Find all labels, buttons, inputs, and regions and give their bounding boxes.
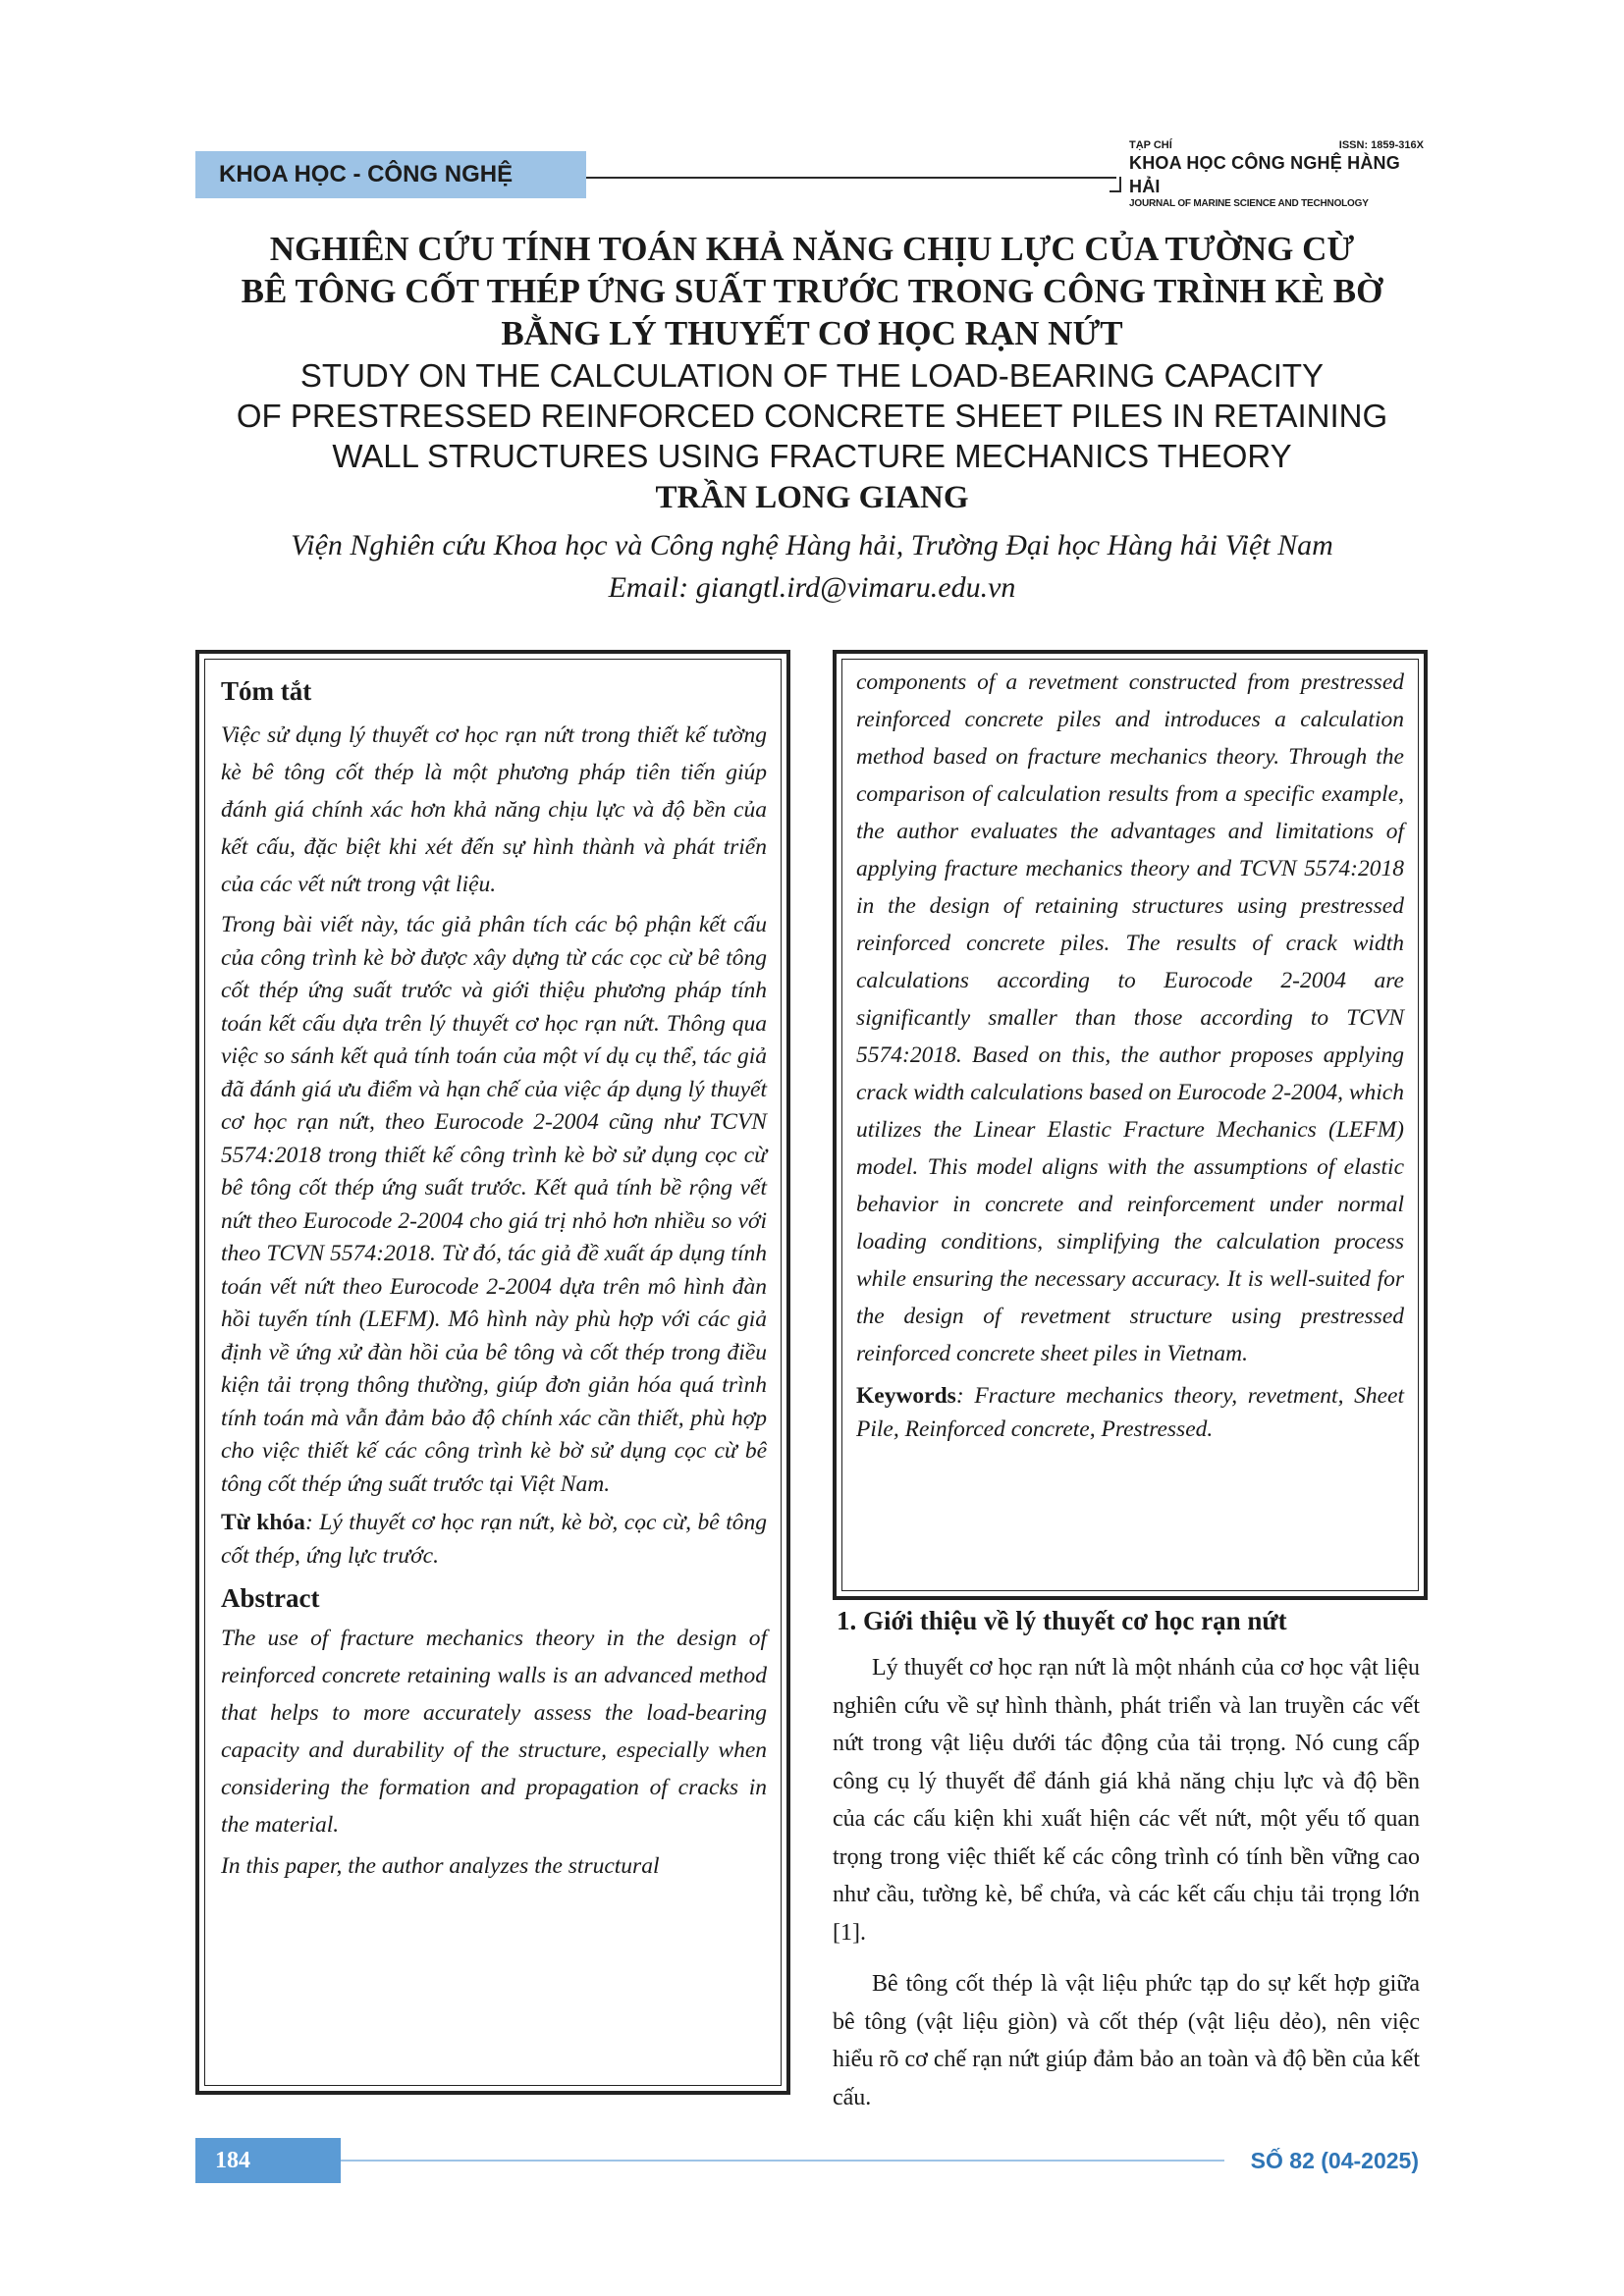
vn-title-line-2: BÊ TÔNG CỐT THÉP ỨNG SUẤT TRƯỚC TRONG CÔNG TRÌNH KÈ BỜ — [241, 272, 1383, 310]
journal-label: TẠP CHÍ — [1129, 139, 1172, 151]
abstract-vn-heading: Tóm tắt — [221, 676, 312, 706]
abstract-en-keywords — [856, 1380, 1404, 1446]
header-rule-hook — [1110, 177, 1121, 192]
header-rule — [586, 177, 1116, 179]
abstract-vn-para-2: Trong bài viết này, tác giả phân tích các bộ phận kết cấu của công trình kè bờ được xây dựng từ các cọc cừ bê tông cốt thép ứng suất trước và giới thiệu phương pháp tính toán kết cấu dựa trên lý thuyết cơ học rạn nứt. Thông qua việc so sánh kết quả tính toán của một ví dụ cụ thể, tác giả đã đánh giá ưu điểm và hạn chế của việc áp dụng lý thuyết cơ học rạn nứt, theo Eurocode 2-2004 cũng như TCVN 5574:2018 trong thiết kế công trình kè bờ sử dụng cọc cừ bê tông cốt thép ứng suất trước. Kết quả tính bề rộng vết nứt theo Eurocode 2-2004 cho giá trị nhỏ hơn nhiều so với theo TCVN 5574:2018. Từ đó, tác giả đề xuất áp dụng tính toán vết nứt theo Eurocode 2-2004 dựa trên mô hình đàn hồi tuyến tính (LEFM). Mô hình này phù hợp với các giả định về ứng xử đàn hồi của bê tông và cốt thép trong điều kiện tải trọng thông thường, giúp đơn giản hóa quá trình tính toán mà vẫn đảm bảo độ chính xác cần thiết, phù hợp cho việc thiết kế các công trình kè bờ sử dụng cọc cừ bê tông cốt thép ứng suất trước tại Việt Nam. — [221, 912, 767, 1497]
abstract-en-heading: Abstract — [221, 1583, 320, 1613]
author-name: TRẦN LONG GIANG — [655, 480, 969, 515]
abstract-en-para-2-cont: components of a revetment constructed from prestressed reinforced concrete piles and introduces a calculation method based on fracture mechanics theory. Through the comparison of calculation results from a specific example, the author evaluates the advantages and limitations of applying fracture mechanics theory and TCVN 5574:2018 in the design of retaining structures using prestressed reinforced concrete piles. The results of crack width calculations according to Eurocode 2-2004 are significantly smaller than those according to TCVN 5574:2018. Based on this, the author proposes applying crack width calculations based on Eurocode 2-2004, which utilizes the Linear Elastic Fracture Mechanics (LEFM) model. This model aligns with the assumptions of elastic behavior in concrete and reinforcement under normal loading conditions, simplifying the calculation process while ensuring the necessary accuracy. It is well-suited for the design of revetment structure using prestressed reinforced concrete sheet piles in Vietnam. — [856, 669, 1404, 1366]
en-title-line-2: OF PRESTRESSED REINFORCED CONCRETE SHEET PILES IN RETAINING — [236, 398, 1388, 434]
abstract-vn-keywords — [221, 1507, 767, 1573]
section-1-title: 1. Giới thiệu về lý thuyết cơ học rạn nứt — [837, 1606, 1287, 1635]
page-number: 184 — [195, 2138, 341, 2183]
issue-label: SỐ 82 (04-2025) — [1250, 2148, 1419, 2173]
abstract-box-right — [833, 650, 1428, 1600]
keywords-en-label: Keywords — [856, 1383, 956, 1409]
en-title-line-1: STUDY ON THE CALCULATION OF THE LOAD-BEARING CAPACITY — [299, 357, 1325, 394]
abstract-en-para-1: The use of fracture mechanics theory in the design of reinforced concrete retaining walls is an advanced method that helps to more accurately assess the load-bearing capacity and durability of the structure, especially when considering the formation and propagation of cracks in the material. — [221, 1626, 767, 1838]
section-tag: KHOA HỌC - CÔNG NGHỆ — [195, 151, 586, 198]
footer-rule — [341, 2160, 1224, 2162]
en-title-line-3: WALL STRUCTURES USING FRACTURE MECHANICS THEORY — [332, 438, 1292, 474]
abstract-vn-para-1: Việc sử dụng lý thuyết cơ học rạn nứt trong thiết kế tường kè bê tông cốt thép là một phương pháp tiên tiến giúp đánh giá chính xác hơn khả năng chịu lực và độ bền của kết cấu, đặc biệt khi xét đến sự hình thành và phát triển của các vết nứt trong vật liệu. — [221, 722, 767, 897]
abstract-box-left — [195, 650, 790, 2095]
section-1-para-2: Bê tông cốt thép là vật liệu phức tạp do sự kết hợp giữa bê tông (vật liệu giòn) và cốt thép (vật liệu dẻo), nên việc hiểu rõ cơ chế rạn nứt giúp đảm bảo an toàn và độ bền của kết cấu. — [833, 1971, 1420, 2110]
author-affiliation: Viện Nghiên cứu Khoa học và Công nghệ Hàng hải, Trường Đại học Hàng hải Việt Nam — [291, 529, 1333, 561]
abstract-box-left-inner — [204, 659, 782, 2086]
abstract-box-right-inner — [841, 659, 1419, 1591]
keywords-vn-text: : Lý thuyết cơ học rạn nứt, kè bờ, cọc cừ, bê tông cốt thép, ứng lực trước. — [221, 1510, 768, 1569]
vn-title-line-1: NGHIÊN CỨU TÍNH TOÁN KHẢ NĂNG CHỊU LỰC CỦA TƯỜNG CỪ — [269, 230, 1355, 268]
journal-masthead — [1129, 139, 1424, 209]
author-email: Email: giangtl.ird@vimaru.edu.vn — [608, 571, 1016, 604]
title-block — [157, 228, 1467, 609]
section-1-para-1: Lý thuyết cơ học rạn nứt là một nhánh của cơ học vật liệu nghiên cứu về sự hình thành, phát triển và lan truyền các vết nứt trong vật liệu dưới tác động của tải trọng. Nó cung cấp công cụ lý thuyết để đánh giá khả năng chịu lực và độ bền của các cấu kiện khi xuất hiện các vết nứt, một yếu tố quan trọng trong việc thiết kế các công trình có tính bền vững cao như cầu, tường kè, bể chứa, và các kết cấu chịu tải trọng lớn [1]. — [833, 1655, 1420, 1946]
keywords-en-text: : Fracture mechanics theory, revetment, Sheet Pile, Reinforced concrete, Prestressed. — [856, 1383, 1404, 1442]
journal-name: KHOA HỌC CÔNG NGHỆ HÀNG HẢI — [1129, 153, 1400, 196]
section-1-body — [833, 1649, 1420, 2116]
abstract-en-para-2-start: In this paper, the author analyzes the structural — [221, 1853, 660, 1879]
keywords-vn-label: Từ khóa — [221, 1510, 305, 1535]
vn-title-line-3: BẰNG LÝ THUYẾT CƠ HỌC RẠN NỨT — [501, 314, 1123, 352]
journal-subtitle: JOURNAL OF MARINE SCIENCE AND TECHNOLOGY — [1129, 198, 1369, 209]
journal-issn: ISSN: 1859-316X — [1338, 139, 1424, 151]
